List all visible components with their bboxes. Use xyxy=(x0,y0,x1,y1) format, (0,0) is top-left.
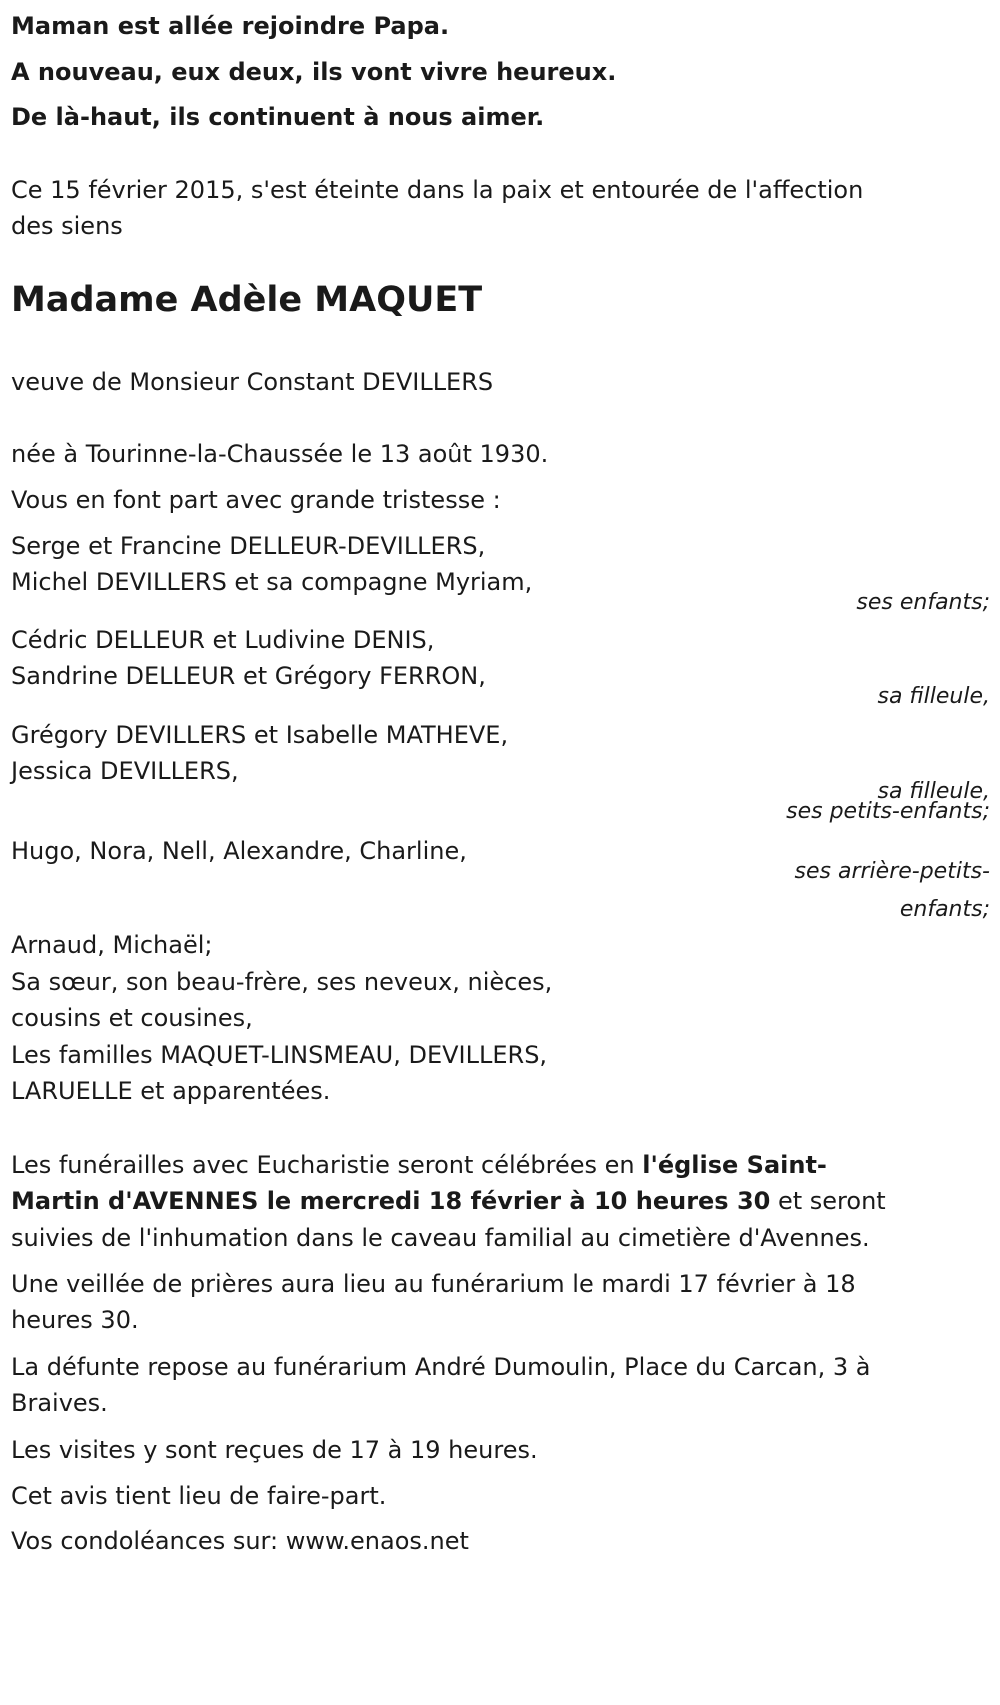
announcement-line-2: des siens xyxy=(11,212,123,240)
rest-line-1: La défunte repose au funérarium André Dumoulin, Place du Carcan, 3 à xyxy=(11,1353,871,1381)
grandchildren-line-1: Cédric DELLEUR et Ludivine DENIS, xyxy=(11,626,435,654)
vigil-line-2: heures 30. xyxy=(11,1306,139,1334)
rest-line-2: Braives. xyxy=(11,1389,108,1417)
grandchildren-line-4: Jessica DEVILLERS, xyxy=(11,757,239,785)
great-grandchildren-relation-a: ses arrière-petits- xyxy=(794,859,990,884)
intro-line-2: A nouveau, eux deux, ils vont vivre heureux. xyxy=(11,58,617,86)
funeral-church-2: Martin d'AVENNES le mercredi 18 février à 10 heures 30 xyxy=(11,1187,771,1215)
funeral-line-3: suivies de l'inhumation dans le caveau familial au cimetière d'Avennes. xyxy=(11,1224,870,1252)
others-line-3: Les familles MAQUET-LINSMEAU, DEVILLERS, xyxy=(11,1041,548,1069)
announcement-line-1: Ce 15 février 2015, s'est éteinte dans la paix et entourée de l'affection xyxy=(11,176,864,204)
great-grandchildren-relation-b: enfants; xyxy=(899,897,990,922)
children-relation: ses enfants; xyxy=(856,590,990,615)
goddaughter-relation-1: sa filleule, xyxy=(877,684,990,709)
funeral-line-2 xyxy=(11,1181,886,1221)
visits-line: Les visites y sont reçues de 17 à 19 heures. xyxy=(11,1436,538,1464)
birth-info: née à Tourinne-la-Chaussée le 13 août 1930. xyxy=(11,440,549,468)
grandchildren-line-2: Sandrine DELLEUR et Grégory FERRON, xyxy=(11,662,486,690)
others-line-4: LARUELLE et apparentées. xyxy=(11,1077,331,1105)
condolences-line: Vos condoléances sur: www.enaos.net xyxy=(11,1527,469,1555)
notice-line: Cet avis tient lieu de faire-part. xyxy=(11,1482,387,1510)
funeral-church-1: l'église Saint- xyxy=(642,1151,827,1179)
vigil-line-1: Une veillée de prières aura lieu au funérarium le mardi 17 février à 18 xyxy=(11,1270,856,1298)
children-line-2: Michel DEVILLERS et sa compagne Myriam, xyxy=(11,568,533,596)
great-grandchildren-line-2: Arnaud, Michaël; xyxy=(11,931,213,959)
funeral-text-2b: et seront xyxy=(770,1187,886,1215)
funeral-line-1 xyxy=(11,1145,827,1185)
children-line-1: Serge et Francine DELLEUR-DEVILLERS, xyxy=(11,532,486,560)
goddaughter-relation-2: sa filleule, xyxy=(877,779,990,804)
grandchildren-line-3: Grégory DEVILLERS et Isabelle MATHEVE, xyxy=(11,721,509,749)
grandchildren-relation: ses petits-enfants; xyxy=(786,799,990,824)
great-grandchildren-line-1: Hugo, Nora, Nell, Alexandre, Charline, xyxy=(11,837,467,865)
intro-line-3: De là-haut, ils continuent à nous aimer. xyxy=(11,103,545,131)
intro-line-1: Maman est allée rejoindre Papa. xyxy=(11,12,450,40)
others-line-1: Sa sœur, son beau-frère, ses neveux, nièces, xyxy=(11,968,553,996)
deceased-name: Madame Adèle MAQUET xyxy=(11,280,483,320)
widow-of: veuve de Monsieur Constant DEVILLERS xyxy=(11,368,494,396)
family-intro: Vous en font part avec grande tristesse : xyxy=(11,486,501,514)
others-line-2: cousins et cousines, xyxy=(11,1004,253,1032)
funeral-text-1a: Les funérailles avec Eucharistie seront célébrées en xyxy=(11,1151,643,1179)
